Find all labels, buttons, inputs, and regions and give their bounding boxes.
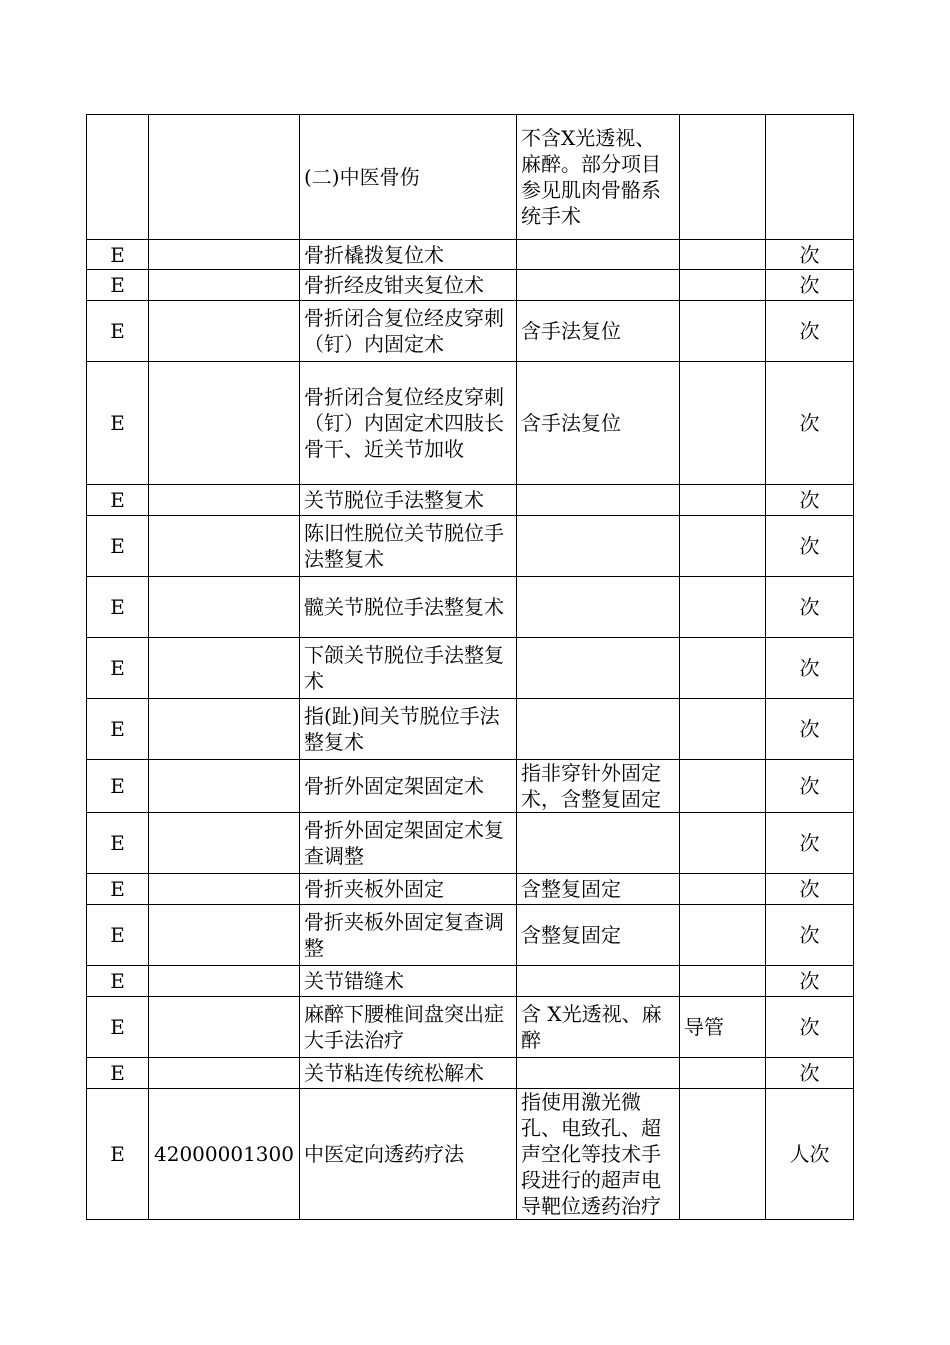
unit-cell: 次 (766, 301, 854, 362)
category-cell: E (87, 1089, 149, 1220)
excluded-cell (680, 115, 766, 240)
excluded-cell (680, 270, 766, 301)
content-cell (517, 699, 680, 760)
fee-schedule-table (86, 114, 854, 1220)
table-row (87, 1058, 854, 1089)
table-row (87, 760, 854, 813)
excluded-cell (680, 699, 766, 760)
excluded-cell: 导管 (680, 997, 766, 1058)
content-cell (517, 813, 680, 874)
excluded-cell (680, 874, 766, 905)
category-cell: E (87, 516, 149, 577)
excluded-cell (680, 516, 766, 577)
table-row (87, 362, 854, 485)
item-name-cell: 中医定向透药疗法 (300, 1089, 517, 1220)
item-name-cell: 髋关节脱位手法整复术 (300, 577, 517, 638)
unit-cell: 次 (766, 362, 854, 485)
code-cell (149, 362, 300, 485)
category-cell: E (87, 905, 149, 966)
table-row (87, 638, 854, 699)
excluded-cell (680, 577, 766, 638)
category-cell: E (87, 874, 149, 905)
item-name-cell: 指(趾)间关节脱位手法整复术 (300, 699, 517, 760)
excluded-cell (680, 638, 766, 699)
unit-cell: 次 (766, 905, 854, 966)
item-name-cell: 陈旧性脱位关节脱位手法整复术 (300, 516, 517, 577)
excluded-cell (680, 240, 766, 270)
item-name-cell: 骨折夹板外固定复查调整 (300, 905, 517, 966)
excluded-cell (680, 966, 766, 997)
content-cell (517, 485, 680, 516)
item-name-cell: 下颌关节脱位手法整复术 (300, 638, 517, 699)
unit-cell: 次 (766, 516, 854, 577)
table-row (87, 485, 854, 516)
excluded-cell (680, 485, 766, 516)
content-cell: 含 X光透视、麻醉 (517, 997, 680, 1058)
category-cell: E (87, 301, 149, 362)
unit-cell: 次 (766, 485, 854, 516)
code-cell (149, 115, 300, 240)
content-cell (517, 516, 680, 577)
code-cell (149, 516, 300, 577)
category-cell: E (87, 638, 149, 699)
category-cell: E (87, 240, 149, 270)
content-cell (517, 270, 680, 301)
item-name-cell: 骨折外固定架固定术 (300, 760, 517, 813)
content-cell: 指非穿针外固定术，含整复固定 (517, 760, 680, 813)
content-cell: 含手法复位 (517, 301, 680, 362)
table-row (87, 270, 854, 301)
item-name-cell: (二)中医骨伤 (300, 115, 517, 240)
code-cell (149, 638, 300, 699)
table-row (87, 1089, 854, 1220)
table-row (87, 813, 854, 874)
category-cell: E (87, 760, 149, 813)
content-cell: 含手法复位 (517, 362, 680, 485)
content-cell (517, 638, 680, 699)
code-cell: 42000001300 (149, 1089, 300, 1220)
category-cell: E (87, 485, 149, 516)
code-cell (149, 966, 300, 997)
unit-cell: 次 (766, 760, 854, 813)
excluded-cell (680, 362, 766, 485)
unit-cell: 次 (766, 813, 854, 874)
table-row (87, 516, 854, 577)
item-name-cell: 关节脱位手法整复术 (300, 485, 517, 516)
code-cell (149, 997, 300, 1058)
content-cell: 含整复固定 (517, 905, 680, 966)
unit-cell: 次 (766, 240, 854, 270)
unit-cell: 次 (766, 1058, 854, 1089)
category-cell: E (87, 813, 149, 874)
category-cell: E (87, 997, 149, 1058)
category-cell: E (87, 1058, 149, 1089)
table-row (87, 115, 854, 240)
table-row (87, 240, 854, 270)
item-name-cell: 骨折闭合复位经皮穿刺（钉）内固定术 (300, 301, 517, 362)
content-cell (517, 240, 680, 270)
code-cell (149, 270, 300, 301)
unit-cell: 次 (766, 997, 854, 1058)
table-row (87, 905, 854, 966)
excluded-cell (680, 301, 766, 362)
item-name-cell: 骨折橇拨复位术 (300, 240, 517, 270)
category-cell: E (87, 577, 149, 638)
item-name-cell: 麻醉下腰椎间盘突出症大手法治疗 (300, 997, 517, 1058)
category-cell (87, 115, 149, 240)
code-cell (149, 301, 300, 362)
table-row (87, 699, 854, 760)
item-name-cell: 骨折闭合复位经皮穿刺（钉）内固定术四肢长骨干、近关节加收 (300, 362, 517, 485)
table-row (87, 874, 854, 905)
unit-cell: 次 (766, 699, 854, 760)
unit-cell: 次 (766, 966, 854, 997)
unit-cell (766, 115, 854, 240)
table-row (87, 577, 854, 638)
code-cell (149, 577, 300, 638)
unit-cell: 次 (766, 874, 854, 905)
content-cell (517, 1058, 680, 1089)
excluded-cell (680, 1058, 766, 1089)
item-name-cell: 关节错缝术 (300, 966, 517, 997)
category-cell: E (87, 966, 149, 997)
excluded-cell (680, 1089, 766, 1220)
category-cell: E (87, 362, 149, 485)
content-cell: 指使用激光微孔、电致孔、超声空化等技术手段进行的超声电导靶位透药治疗 (517, 1089, 680, 1220)
unit-cell: 次 (766, 577, 854, 638)
content-cell: 含整复固定 (517, 874, 680, 905)
excluded-cell (680, 760, 766, 813)
content-cell: 不含X光透视、麻醉。部分项目参见肌肉骨骼系统手术 (517, 115, 680, 240)
item-name-cell: 骨折经皮钳夹复位术 (300, 270, 517, 301)
unit-cell: 次 (766, 270, 854, 301)
excluded-cell (680, 813, 766, 874)
item-name-cell: 关节粘连传统松解术 (300, 1058, 517, 1089)
code-cell (149, 905, 300, 966)
category-cell: E (87, 699, 149, 760)
content-cell (517, 966, 680, 997)
code-cell (149, 485, 300, 516)
code-cell (149, 874, 300, 905)
item-name-cell: 骨折外固定架固定术复查调整 (300, 813, 517, 874)
code-cell (149, 699, 300, 760)
content-cell (517, 577, 680, 638)
code-cell (149, 240, 300, 270)
table-row (87, 966, 854, 997)
code-cell (149, 760, 300, 813)
table-row (87, 997, 854, 1058)
category-cell: E (87, 270, 149, 301)
item-name-cell: 骨折夹板外固定 (300, 874, 517, 905)
unit-cell: 次 (766, 638, 854, 699)
table-row (87, 301, 854, 362)
excluded-cell (680, 905, 766, 966)
unit-cell: 人次 (766, 1089, 854, 1220)
code-cell (149, 1058, 300, 1089)
code-cell (149, 813, 300, 874)
